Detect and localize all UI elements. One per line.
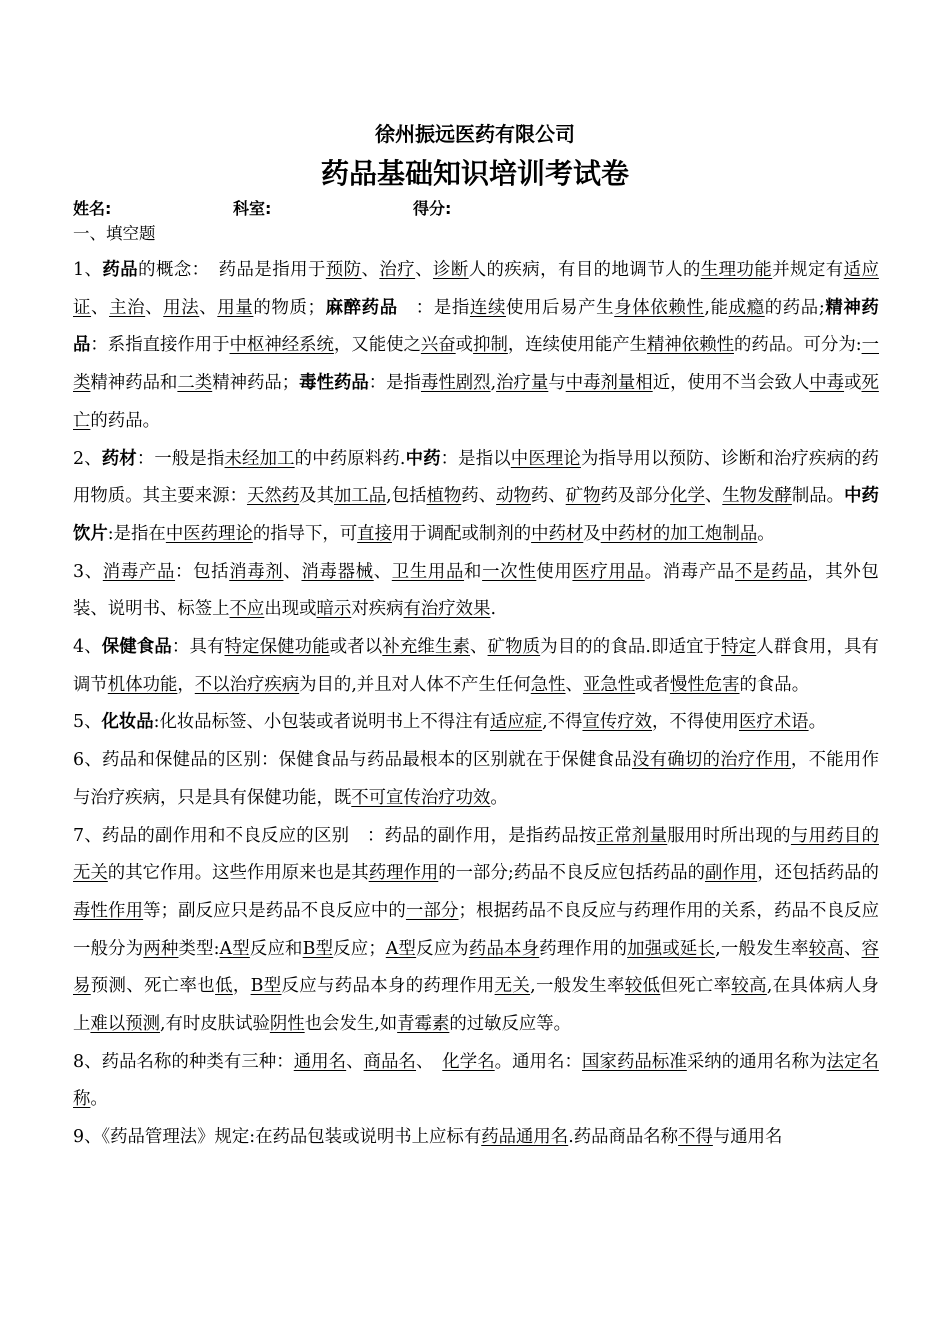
question-text: 4、 [73, 637, 102, 658]
answer-blank: 直接 [357, 523, 392, 544]
answer-blank: 特定 [721, 637, 757, 658]
question-text: 、 [346, 1051, 364, 1072]
question-text: 及其 [299, 486, 334, 507]
answer-blank: 有治疗效果 [403, 599, 491, 620]
question-text: 服用时所出现的 [667, 825, 791, 846]
answer-blank: 预防 [325, 260, 362, 280]
question-text: 或者 [635, 674, 670, 695]
question-text: 的指导下，可 [252, 523, 358, 544]
question-text: 7、药品的副作用和不良反应的区别 ：药品的副作用，是指药品按 [73, 825, 597, 846]
answer-blank: B型 [302, 938, 334, 959]
question-text: 、 [415, 260, 433, 280]
question-text: 的一部分;药品不良反应包括药品的 [438, 863, 706, 884]
answer-blank: 消毒剂 [229, 561, 284, 582]
answer-blank: 药品本身 [468, 938, 540, 959]
answer-blank: 无关 [494, 976, 531, 997]
answer-blank: 暗示 [316, 599, 352, 620]
question-text: 等；副反应只是药品不良反应中的 [143, 900, 406, 921]
answer-blank: 精神依赖性 [647, 335, 734, 356]
answer-blank: 副作用 [705, 863, 758, 884]
question-text: 为指导用以预防、诊断和治疗疾病的药用物质。其主要来源： [73, 448, 879, 507]
question-text: ：是指 [368, 373, 421, 394]
answer-blank: 适应证 [73, 260, 879, 318]
question-text: 。消毒产品 [644, 561, 735, 582]
question-text: 、 [361, 260, 380, 280]
question-text: 反应和 [249, 938, 303, 959]
question-text: 或者以 [329, 637, 383, 658]
question-text: 为目的,并且对人体不产生任何 [299, 674, 531, 695]
answer-blank: 治疗量 [496, 373, 549, 394]
answer-blank: 慢性危害 [669, 674, 740, 695]
question-text: 反应； [333, 938, 386, 959]
answer-blank: 容易 [73, 938, 879, 997]
question-text: 药、 [530, 486, 566, 507]
answer-blank: 天然药 [246, 486, 300, 507]
question-paragraph [73, 252, 879, 441]
question-text: 。 [757, 523, 775, 544]
answer-blank: 二类 [177, 373, 213, 394]
question-text: 。 [808, 712, 826, 733]
answer-blank: 低 [215, 976, 233, 997]
answer-blank: 商品名 [363, 1051, 417, 1072]
question-text: ,一般发生率 [530, 976, 625, 997]
question-text: 预测、死亡率也 [90, 976, 216, 997]
answer-blank: 死亡 [73, 373, 879, 431]
term-label: 中药 [405, 448, 441, 469]
answer-blank: 适应症 [489, 712, 543, 733]
question-text: 8、药品名称的种类有三种： [73, 1051, 294, 1072]
question-text: 药、 [461, 486, 497, 507]
question-paragraph [73, 1044, 879, 1119]
question-text: 出现或 [264, 599, 317, 620]
question-text: 的食品。 [739, 674, 810, 695]
answer-blank: 特定保健功能 [224, 637, 330, 658]
question-text: 6、药品和保健品的区别：保健食品与药品最根本的区别就在于保健食品 [73, 750, 632, 771]
answer-blank: 卫生用品 [391, 561, 465, 582]
question-text: 、 [470, 637, 488, 658]
answer-blank: 消毒产品 [102, 561, 176, 582]
answer-blank: 中药材的加工炮制品 [600, 523, 758, 544]
section-title: 一、填空题 [73, 224, 156, 243]
term-label: 中药饮片 [73, 486, 879, 544]
company-name: 徐州振远医药有限公司 [375, 122, 575, 146]
question-text: 、 [283, 561, 302, 582]
answer-blank: 中医理论 [510, 448, 581, 469]
question-text: 精神药品； [212, 373, 300, 394]
answer-blank: 不得 [678, 1127, 713, 1148]
answer-blank: 未经加工 [224, 448, 295, 469]
answer-blank: 抑制 [473, 335, 508, 356]
question-text: ，还包括药品的 [757, 863, 879, 884]
answer-blank: 亚急性 [582, 674, 636, 695]
score-label: 得分: [413, 199, 452, 218]
question-text: 的其它作用。这些作用原来也是其 [107, 863, 369, 884]
question-paragraph [73, 629, 879, 704]
question-text: ，连续使用能产生 [507, 335, 648, 356]
question-text: ， [177, 674, 195, 695]
question-text: 反应为 [416, 938, 469, 959]
question-text: 或 [455, 335, 474, 356]
question-text: 药理作用的 [539, 938, 628, 959]
answer-blank: 青霉素 [397, 1014, 450, 1035]
answer-blank: 一部分 [405, 900, 459, 921]
question-text: 的过敏反应等。 [449, 1014, 572, 1035]
question-text: 类型: [178, 938, 220, 959]
question-text: 3、 [73, 561, 103, 582]
answer-blank: 用量 [217, 297, 254, 318]
question-text: ，不能用作与治疗疾病，只是具有保健功能，既 [73, 750, 879, 808]
question-text: ：是指以 [440, 448, 511, 469]
question-text: 制品。 [791, 486, 845, 507]
answer-blank: 补充维生素 [382, 637, 471, 658]
question-text: 也会发生,如 [304, 1014, 398, 1035]
answer-blank: 毒性作用 [73, 900, 144, 921]
question-paragraph [73, 554, 879, 629]
question-text: ,一般发生率 [715, 938, 809, 959]
question-text: 并规定有 [772, 260, 844, 280]
question-text: 或 [844, 373, 862, 394]
exam-info-row [73, 196, 873, 220]
answer-blank: 生物发酵 [722, 486, 792, 507]
answer-blank: 毒性剧烈 [420, 373, 491, 394]
exam-title: 药品基础知识培训考试卷 [320, 157, 629, 190]
question-text: 、 [704, 486, 723, 507]
dept-label: 科室: [233, 199, 272, 218]
question-text: ：是指 [397, 297, 470, 318]
answer-blank: 诊断 [432, 260, 469, 280]
answer-blank: 药理作用 [368, 863, 439, 884]
question-text: :是指在 [107, 523, 166, 544]
answer-blank: 化学 [670, 486, 705, 507]
question-text: 、 [145, 297, 164, 318]
term-label: 保健食品 [101, 637, 172, 658]
answer-blank: 不是药品 [734, 561, 808, 582]
answer-blank: 用法 [163, 297, 200, 318]
answer-blank: 难以预测 [90, 1014, 160, 1035]
answer-blank: 与用药目的无关 [73, 825, 879, 884]
answer-blank: 动物 [496, 486, 531, 507]
question-text: 为目的的食品.即适宜于 [540, 637, 722, 658]
answer-blank: 矿物 [565, 486, 601, 507]
question-text: ，不得使用 [652, 712, 739, 733]
answer-blank: 较高 [731, 976, 767, 997]
question-text: 5、 [73, 712, 102, 733]
question-text: 的物质； [253, 297, 325, 318]
term-label: 药材 [101, 448, 137, 469]
question-text: 用于调配或制剂的 [391, 523, 532, 544]
question-text: 反应与药品本身的药理作用 [281, 976, 495, 997]
question-text: ：一般是指 [136, 448, 225, 469]
term-label: 药品 [102, 260, 139, 280]
question-text: 、 [199, 297, 218, 318]
answer-blank: 生理功能 [700, 260, 773, 280]
answer-blank: 没有确切的治疗作用 [631, 750, 791, 771]
answer-blank: 治疗 [379, 260, 416, 280]
answer-blank: 消毒器械 [301, 561, 374, 582]
answer-blank: 一类 [73, 335, 879, 394]
answer-blank: 主治 [109, 297, 146, 318]
answer-blank: 矿物质 [487, 637, 541, 658]
question-text: 人群食用，具有调节 [73, 637, 879, 695]
question-text: 与 [548, 373, 566, 394]
answer-blank: 兴奋 [420, 335, 456, 356]
question-paragraph [73, 441, 879, 554]
answer-blank: 较高 [808, 938, 844, 959]
question-text: 的中药原料药. [294, 448, 406, 469]
question-text: ：具有 [171, 637, 225, 658]
question-text: 近，使用不当会致人 [652, 373, 810, 394]
question-text: ，又能使之 [333, 335, 421, 356]
question-text: 及 [583, 523, 601, 544]
answer-blank: 不可宣传治疗功效 [351, 787, 491, 808]
question-text: 人的疾病，有目的地调节人的 [468, 260, 701, 280]
question-paragraph [73, 1119, 879, 1157]
question-text: 药及部分 [600, 486, 671, 507]
answer-blank: 植物 [426, 486, 462, 507]
answer-blank: 法定名称 [73, 1051, 879, 1110]
question-text: 使用 [536, 561, 573, 582]
question-text: 、 [565, 674, 583, 695]
term-label: 麻醉药品 [324, 297, 398, 318]
question-text: ：系指直接作用于 [90, 335, 230, 356]
question-text: ,能 [704, 297, 729, 318]
answer-blank: 正常剂量 [596, 825, 668, 846]
answer-blank: 通用名 [293, 1051, 347, 1072]
question-text: 的药品。可分为: [733, 335, 862, 356]
answer-blank: A型 [385, 938, 417, 959]
term-label: 精神药品 [73, 297, 879, 356]
question-text: ,不得 [542, 712, 583, 733]
question-text: 使用后易产生 [505, 297, 615, 318]
question-text: 对疾病 [351, 599, 404, 620]
answer-blank: 一次性 [482, 561, 537, 582]
question-text: ， [232, 976, 251, 997]
question-text: ,包括 [386, 486, 427, 507]
answer-blank: 中药材 [531, 523, 584, 544]
answer-blank: 连续 [469, 297, 506, 318]
question-text: 。 [90, 1089, 108, 1110]
answer-blank: 药品通用名 [481, 1127, 569, 1148]
question-text: 。 [490, 787, 508, 808]
answer-blank: 加强或延长 [627, 938, 716, 959]
question-text: 2、 [73, 448, 102, 469]
question-text: 、 [373, 561, 392, 582]
question-text: 的药品。 [90, 410, 160, 431]
question-paragraph [73, 818, 879, 1044]
question-text: 的药品; [764, 297, 825, 318]
answer-blank: 中毒 [809, 373, 845, 394]
question-text: 精神药品和 [90, 373, 178, 394]
question-text: 与通用名 [712, 1127, 783, 1148]
answer-blank: 中枢神经系统 [229, 335, 334, 356]
question-text: ,有时皮肤试验 [159, 1014, 270, 1035]
question-text: 9、《药品管理法》规定:在药品包装或说明书上应标有 [73, 1127, 482, 1148]
question-list [73, 252, 879, 1157]
answer-blank: 成瘾 [728, 297, 765, 318]
question-text: 、 [843, 938, 862, 959]
question-text: . [490, 599, 496, 620]
question-text: :化妆品标签、小包装或者说明书上不得注有 [153, 712, 490, 733]
answer-blank: 机体功能 [107, 674, 178, 695]
question-text: 但死亡率 [660, 976, 732, 997]
answer-blank: A型 [219, 938, 250, 959]
answer-blank: 两种 [143, 938, 179, 959]
question-text: .药品商品名称 [568, 1127, 679, 1148]
answer-blank: 化学名 [442, 1051, 495, 1072]
answer-blank: 较低 [624, 976, 661, 997]
answer-blank: 医疗用品 [572, 561, 645, 582]
question-paragraph [73, 742, 879, 817]
question-text: 的概念： 药品是指用于 [138, 260, 326, 280]
question-text: 、 [91, 297, 110, 318]
question-text: 和 [464, 561, 483, 582]
answer-blank: 中医药理论 [165, 523, 253, 544]
name-label: 姓名: [73, 199, 112, 218]
answer-blank: B型 [250, 976, 282, 997]
answer-blank: 不应 [229, 599, 265, 620]
answer-blank: 宣传疗效 [582, 712, 653, 733]
question-paragraph [73, 704, 879, 742]
question-text: 、 [416, 1051, 443, 1072]
answer-blank: 急性 [530, 674, 566, 695]
term-label: 化妆品 [101, 712, 154, 733]
question-text: ，其外包装、说明书、标签上 [73, 561, 879, 620]
question-text: 采纳的通用名称为 [686, 1051, 827, 1072]
term-label: 毒性药品 [299, 373, 369, 394]
answer-blank: 医疗术语 [739, 712, 809, 733]
question-text: 。通用名： [494, 1051, 583, 1072]
question-text: ；根据药品不良反应与药理作用的关系，药品不良反应一般分为 [73, 900, 879, 959]
answer-blank: 身体依赖性 [614, 297, 705, 318]
answer-blank: 中毒剂量相 [565, 373, 653, 394]
answer-blank: 加工品 [333, 486, 387, 507]
question-text: ,在具体病人身上 [73, 976, 879, 1035]
answer-blank: 阴性 [269, 1014, 305, 1035]
question-text: , [490, 373, 497, 394]
question-text: 1、 [73, 260, 103, 280]
question-text: ：包括 [175, 561, 230, 582]
answer-blank: 不以治疗疾病 [194, 674, 300, 695]
answer-blank: 国家药品标准 [582, 1051, 687, 1072]
